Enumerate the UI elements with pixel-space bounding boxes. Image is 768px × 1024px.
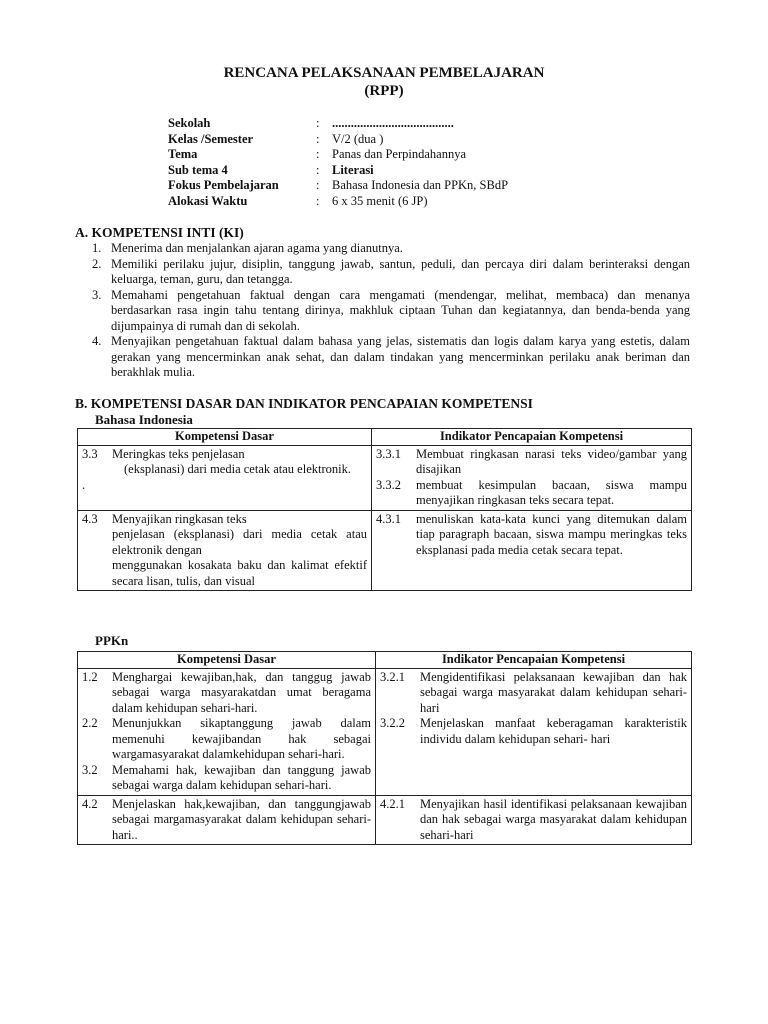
table-row (78, 510, 692, 591)
identity-value: Literasi (332, 162, 374, 177)
kd-text: Memahami hak, kewajiban dan tanggung jawab sebagai warga dalam kehidupan sehari-hari. (112, 762, 371, 792)
identity-row-theme (168, 147, 508, 163)
kd-item (82, 797, 371, 844)
section-b-heading: B. KOMPETENSI DASAR DAN INDIKATOR PENCAPAIAN KOMPETENSI (75, 396, 533, 411)
ipk-text: membuat kesimpulan bacaan, siswa mampu menyajikan ringkasan teks secara tepat. (416, 477, 687, 507)
identity-separator: : (316, 193, 320, 208)
table-cell-ipk (372, 510, 692, 591)
identity-label: Sub tema 4 (168, 162, 228, 177)
kd-item (82, 512, 367, 528)
section-a-heading: A. KOMPETENSI INTI (KI) (75, 225, 244, 240)
kd-text: Menunjukkan sikaptanggung jawab dalam memenuhi kewajibandan hak sebagai wargamasyarakat dalamkehidupan sehari-hari. (112, 716, 371, 761)
identity-row-focus (168, 178, 508, 194)
list-item-text: Memiliki perilaku jujur, disiplin, tanggung jawab, santun, peduli, dan percaya diri dalam berinteraksi dengan keluarga, teman, guru, dan tetangga. (111, 256, 690, 286)
kd-number: 3.3 (82, 446, 98, 461)
list-item (92, 241, 690, 257)
ppkn-subheading: PPKn (95, 633, 129, 648)
identity-label: Fokus Pembelajaran (168, 178, 279, 192)
ipk-number: 3.2.2 (380, 716, 405, 730)
identity-value: Panas dan Perpindahannya (332, 147, 466, 161)
ipk-number: 3.2.1 (380, 669, 405, 684)
table-cell-ipk (376, 795, 692, 845)
document-subtitle: (RPP) (364, 83, 404, 99)
table-row (78, 445, 692, 510)
list-item (92, 288, 690, 335)
identity-value: V/2 (dua ) (332, 131, 384, 146)
list-item-number: 4. (92, 334, 102, 348)
identity-separator: : (316, 178, 320, 192)
kd-text-continued: (eksplanasi) dari media cetak atau elektronik. (124, 462, 351, 476)
table-cell-kd (78, 795, 376, 845)
ipk-number: 3.3.2 (376, 477, 401, 492)
kd-text-continued: penjelasan (eksplanasi) dari media cetak atau elektronik dengan (112, 527, 367, 557)
kd-item (82, 670, 371, 717)
table-cell-kd (78, 510, 372, 591)
identity-row-school (168, 116, 508, 132)
kd-number: 1.2 (82, 669, 98, 684)
ipk-text: Mengidentifikasi pelaksanaan kewajiban dan hak sebagai warga masyarakat dalam kehidupan sehari-hari (420, 669, 687, 715)
bahasa-indonesia-table (77, 428, 692, 591)
list-item-text: Memahami pengetahuan faktual dengan cara mengamati (mendengar, melihat, membaca) dan menanya berdasarkan rasa ingin tahu tentang dirinya, makhluk ciptaan Tuhan dan kegiatannya, dan benda-benda yang dijumpainya di rumah dan di sekolah. (111, 287, 690, 333)
table-row (78, 795, 692, 845)
kd-number: 3.2 (82, 762, 98, 777)
kd-text: Menyajikan ringkasan teks (112, 511, 247, 526)
identity-row-class (168, 132, 508, 148)
ipk-number: 3.3.1 (376, 446, 401, 461)
list-item-number: 1. (92, 241, 102, 255)
identity-block (168, 116, 508, 209)
kd-item (82, 763, 371, 794)
table-header-kd: Kompetensi Dasar (78, 652, 376, 669)
kd-text: Meringkas teks penjelasan (112, 446, 245, 461)
identity-separator: : (316, 131, 320, 146)
ipk-number: 4.3.1 (376, 511, 401, 526)
ipk-item (380, 670, 687, 717)
table-cell-kd (78, 668, 376, 795)
list-item-text: Menyajikan pengetahuan faktual dalam bahasa yang jelas, sistematis dan logis dalam karya yang estetis, dalam gerakan yang mencerminkan anak sehat, dan dalam tindakan yang mencerminkan perilaku anak beriman dan berakhlak mulia. (111, 334, 690, 379)
identity-separator: : (316, 116, 320, 130)
list-item-text: Menerima dan menjalankan ajaran agama yang dianutnya. (111, 241, 403, 255)
kd-text-continued: menggunakan kosakata baku dan kalimat efektif secara lisan, tulis, dan visual (112, 558, 367, 588)
list-item (92, 257, 690, 288)
ipk-text: Menjelaskan manfaat keberagaman karakteristik individu dalam kehidupan sehari- hari (420, 716, 687, 746)
ipk-item (376, 512, 687, 559)
ppkn-table (77, 651, 692, 845)
table-row (78, 668, 692, 795)
kd-item (82, 716, 371, 763)
table-header-row (78, 429, 692, 446)
identity-value: 6 x 35 menit (6 JP) (332, 193, 428, 208)
ipk-text: Menyajikan hasil identifikasi pelaksanaan kewajiban dan hak sebagai warga masyarakat dalam kehidupan sehari-hari (420, 796, 687, 842)
ipk-item (376, 478, 687, 509)
table-cell-ipk (372, 445, 692, 510)
identity-label: Alokasi Waktu (168, 193, 248, 208)
ipk-text: Membuat ringkasan narasi teks video/gambar yang disajikan (416, 446, 687, 476)
kd-number: 2.2 (82, 716, 98, 730)
ipk-text: menuliskan kata-kata kunci yang ditemukan dalam tiap paragraph bacaan, siswa mampu meringkas teks eksplanasi pada media cetak secara tepat. (416, 511, 687, 557)
identity-row-time (168, 194, 508, 210)
table-header-ipk: Indikator Pencapaian Kompetensi (372, 429, 692, 446)
identity-label: Tema (168, 147, 198, 161)
identity-label: Sekolah (168, 116, 211, 130)
kd-item (82, 447, 367, 463)
bahasa-indonesia-subheading: Bahasa Indonesia (95, 412, 193, 427)
kd-number: 4.2 (82, 796, 98, 811)
kd-number: 4.3 (82, 511, 98, 526)
table-header-row (78, 652, 692, 669)
ipk-item (376, 447, 687, 478)
list-item-number: 2. (92, 256, 102, 271)
table-cell-ipk (376, 668, 692, 795)
identity-value: ....................................... (332, 116, 454, 130)
identity-row-subtheme (168, 163, 508, 179)
list-item (92, 334, 690, 381)
identity-separator: : (316, 162, 320, 177)
table-header-kd: Kompetensi Dasar (78, 429, 372, 446)
table-header-ipk: Indikator Pencapaian Kompetensi (376, 652, 692, 669)
list-item-number: 3. (92, 287, 102, 302)
identity-separator: : (316, 147, 320, 161)
ipk-number: 4.2.1 (380, 796, 405, 811)
kd-text: Menghargai kewajiban,hak, dan tanggug jawab sebagai warga masyarakatdan umat beragama dalam kehidupan sehari-hari. (112, 669, 371, 715)
identity-value: Bahasa Indonesia dan PPKn, SBdP (332, 178, 509, 192)
ipk-item (380, 797, 687, 844)
kd-stray-dot: . (82, 477, 86, 492)
kd-text: Menjelaskan hak,kewajiban, dan tanggungjawab sebagai margamasyarakat dalam kehidupan sehari-hari.. (112, 796, 371, 842)
table-cell-kd (78, 445, 372, 510)
identity-label: Kelas /Semester (168, 131, 254, 146)
ipk-item (380, 716, 687, 747)
ki-list (92, 241, 690, 381)
document-title: RENCANA PELAKSANAAN PEMBELAJARAN (223, 65, 545, 81)
